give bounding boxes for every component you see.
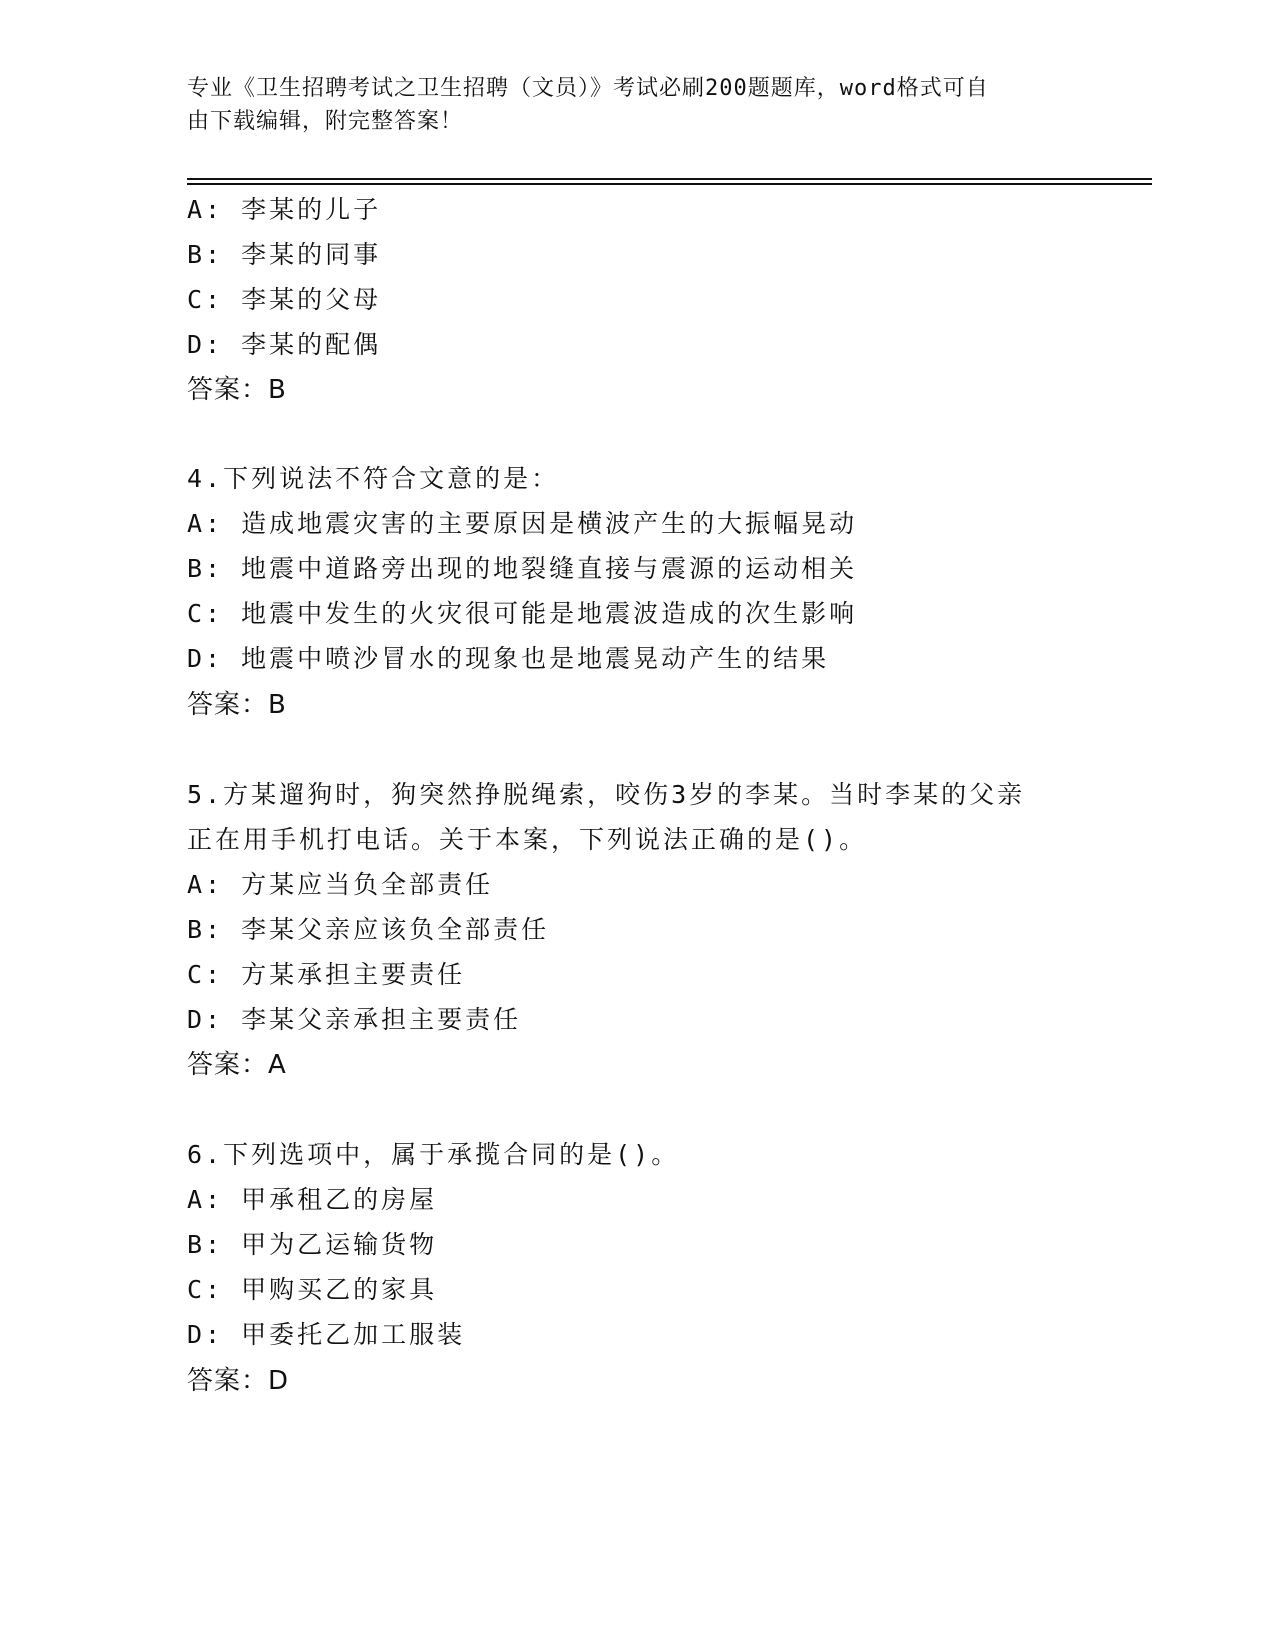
header-divider-bottom: [187, 183, 1152, 185]
q6-stem: 6.下列选项中，属于承揽合同的是()。: [187, 1140, 680, 1169]
q5-option-a: A: 方某应当负全部责任: [187, 870, 494, 899]
q5-option-c: C: 方某承担主要责任: [187, 960, 466, 989]
q4-option-c: C: 地震中发生的火灾很可能是地震波造成的次生影响: [187, 599, 858, 628]
q3-option-a: A: 李某的儿子: [187, 195, 382, 224]
q5-option-d: D: 李某父亲承担主要责任: [187, 1005, 522, 1034]
q6-option-d: D: 甲委托乙加工服装: [187, 1320, 466, 1349]
header-divider-top: [187, 178, 1152, 180]
q3-option-d: D: 李某的配偶: [187, 330, 382, 359]
q5-answer: 答案：A: [187, 1050, 287, 1080]
q6-answer: 答案：D: [187, 1366, 290, 1396]
header-title-line-1: 专业《卫生招聘考试之卫生招聘（文员）》考试必刷200题题库，word格式可自: [187, 76, 989, 101]
q6-option-c: C: 甲购买乙的家具: [187, 1275, 438, 1304]
q6-option-b: B: 甲为乙运输货物: [187, 1230, 438, 1259]
header-title-line-2: 由下载编辑，附完整答案！: [187, 109, 464, 134]
q4-option-b: B: 地震中道路旁出现的地裂缝直接与震源的运动相关: [187, 554, 858, 583]
q5-stem-line-1: 5.方某遛狗时，狗突然挣脱绳索，咬伤3岁的李某。当时李某的父亲: [187, 780, 1026, 809]
q5-option-b: B: 李某父亲应该负全部责任: [187, 915, 550, 944]
q4-option-d: D: 地震中喷沙冒水的现象也是地震晃动产生的结果: [187, 644, 830, 673]
q3-answer: 答案：B: [187, 375, 287, 405]
q4-answer: 答案：B: [187, 690, 287, 720]
q6-option-a: A: 甲承租乙的房屋: [187, 1185, 438, 1214]
q4-stem: 4.下列说法不符合文意的是：: [187, 464, 560, 493]
document-header: [187, 72, 1067, 138]
q5-stem-line-2: 正在用手机打电话。关于本案，下列说法正确的是()。: [187, 825, 868, 854]
q3-option-b: B: 李某的同事: [187, 240, 382, 269]
q4-option-a: A: 造成地震灾害的主要原因是横波产生的大振幅晃动: [187, 509, 858, 538]
q3-option-c: C: 李某的父母: [187, 285, 382, 314]
